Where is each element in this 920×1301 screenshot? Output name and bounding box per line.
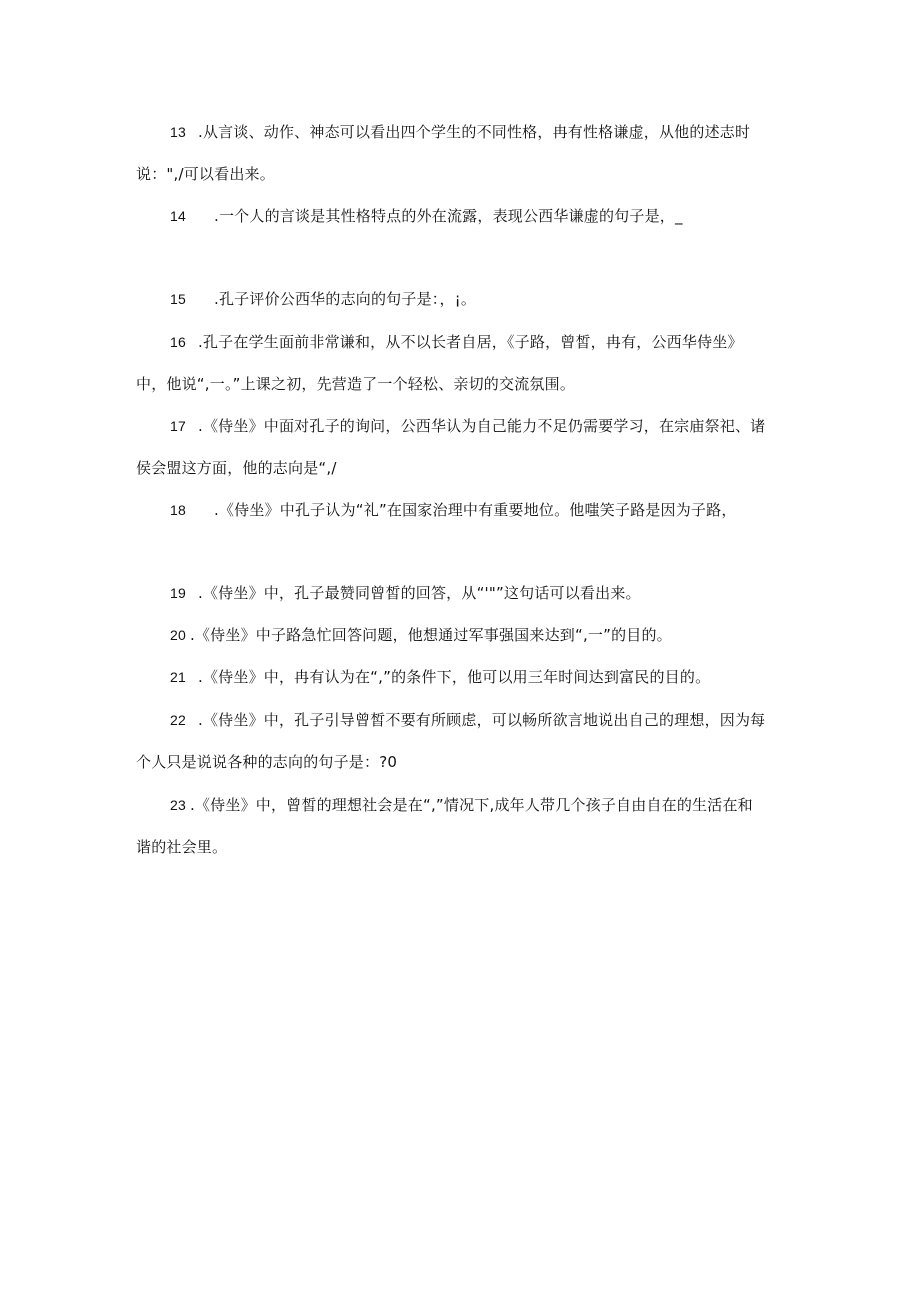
question-14-line-1 — [170, 206, 683, 226]
question-13-line-1 — [170, 122, 750, 142]
question-18-text-1: .《侍坐》中孔子认为“礼”在国家治理中有重要地位。他嗤笑子路是因为子路， — [214, 501, 737, 519]
question-17-line-1 — [170, 416, 765, 436]
question-13-line-2 — [136, 164, 275, 184]
question-19-text-1: .《侍坐》中，孔子最赞同曾皙的回答，从“'"”这句话可以看出来。 — [198, 584, 641, 602]
question-17-number: 17 — [170, 418, 186, 434]
question-23-number: 23 — [170, 797, 186, 813]
question-14-number: 14 — [170, 208, 186, 224]
question-22-number: 22 — [170, 712, 186, 728]
question-21-line-1 — [170, 667, 710, 687]
question-15-number: 15 — [170, 291, 186, 307]
question-20-text-1: .《侍坐》中子路急忙回答问题，他想通过军事强国来达到“,一”的目的。 — [190, 626, 672, 644]
question-13-text-2: 说：",/可以看出来。 — [136, 165, 275, 183]
question-16-line-2 — [136, 374, 575, 394]
question-15-line-1 — [170, 289, 476, 309]
question-14-text-1: .一个人的言谈是其性格特点的外在流露，表现公西华谦虚的句子是，_ — [214, 207, 683, 225]
question-17-line-2 — [136, 458, 337, 478]
question-21-number: 21 — [170, 669, 186, 685]
question-18-line-1 — [170, 500, 737, 520]
question-16-number: 16 — [170, 334, 186, 350]
question-19-line-1 — [170, 583, 641, 603]
question-16-line-1 — [170, 332, 743, 352]
question-22-line-1 — [170, 710, 765, 730]
question-23-line-2 — [136, 837, 227, 857]
question-13-text-1: .从言谈、动作、神态可以看出四个学生的不同性格，冉有性格谦虚，从他的述志时 — [198, 123, 751, 141]
question-13-number: 13 — [170, 124, 186, 140]
question-15-text-1: .孔子评价公西华的志向的句子是：，¡。 — [214, 290, 477, 308]
question-20-number: 20 — [170, 627, 186, 643]
question-21-text-1: .《侍坐》中，冉有认为在“,”的条件下，他可以用三年时间达到富民的目的。 — [198, 668, 711, 686]
question-20-line-1 — [170, 625, 672, 645]
question-16-text-1: .孔子在学生面前非常谦和，从不以长者自居，《子路，曾皙，冉有，公西华侍坐》 — [198, 333, 743, 351]
question-19-number: 19 — [170, 585, 186, 601]
question-16-text-2: 中，他说“,一。”上课之初，先营造了一个轻松、亲切的交流氛围。 — [136, 375, 576, 393]
question-22-text-2: 个人只是说说各种的志向的句子是：?0 — [136, 753, 398, 771]
question-18-number: 18 — [170, 502, 186, 518]
question-23-text-1: .《侍坐》中，曾皙的理想社会是在“,”情况下,成年人带几个孩子自由自在的生活在和 — [190, 796, 753, 814]
question-22-text-1: .《侍坐》中，孔子引导曾皙不要有所顾虑，可以畅所欲言地说出自己的理想，因为每 — [198, 711, 766, 729]
question-23-text-2: 谐的社会里。 — [136, 838, 228, 856]
question-17-text-1: .《侍坐》中面对孔子的询问，公西华认为自己能力不足仍需要学习，在宗庙祭祀、诸 — [198, 417, 766, 435]
question-23-line-1 — [170, 795, 753, 815]
question-17-text-2: 侯会盟这方面，他的志向是“,/ — [136, 459, 337, 477]
question-22-line-2 — [136, 752, 397, 772]
